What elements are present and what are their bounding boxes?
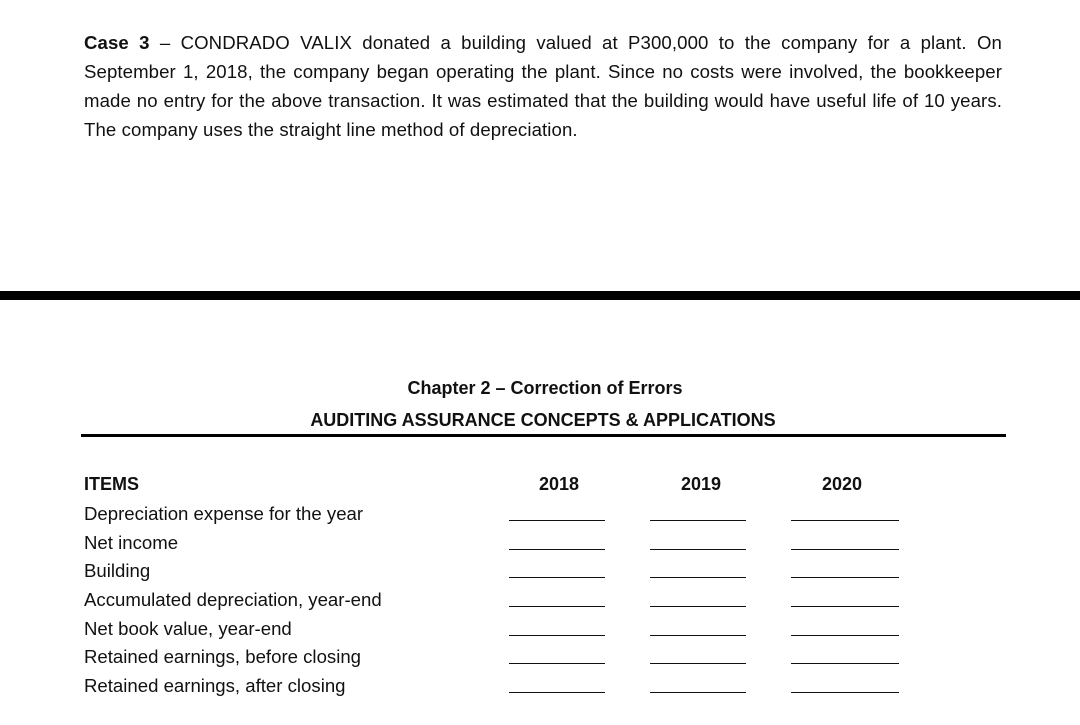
answer-blank[interactable]	[509, 635, 605, 636]
answer-blank[interactable]	[650, 520, 746, 521]
row-label: Depreciation expense for the year	[84, 503, 364, 524]
row-label: Retained earnings, before closing	[84, 646, 362, 668]
table-row	[84, 615, 984, 644]
answer-blank[interactable]	[650, 549, 746, 550]
case-label: Case 3	[84, 32, 150, 53]
answer-blank[interactable]	[509, 606, 605, 607]
table-header-row	[84, 470, 984, 500]
answer-blank[interactable]	[791, 606, 899, 607]
row-label: Retained earnings, after closing	[84, 675, 346, 697]
table-row	[84, 643, 984, 672]
answer-blank[interactable]	[791, 520, 899, 521]
table-row	[84, 500, 984, 529]
answer-blank[interactable]	[650, 577, 746, 578]
chapter-title: Chapter 2 – Correction of Errors	[407, 378, 683, 398]
year-header-2020: 2020	[821, 474, 863, 494]
answer-blank[interactable]	[650, 663, 746, 664]
header-rule	[81, 434, 1006, 437]
answer-blank[interactable]	[650, 692, 746, 693]
answer-blank[interactable]	[791, 692, 899, 693]
answer-blank[interactable]	[650, 635, 746, 636]
row-label: Building	[84, 560, 151, 582]
table-row	[84, 557, 984, 586]
answer-blank[interactable]	[791, 577, 899, 578]
answer-blank[interactable]	[650, 606, 746, 607]
row-label: Accumulated depreciation, year-end	[84, 589, 382, 611]
row-label: Net income	[84, 531, 179, 553]
table-row	[84, 672, 984, 701]
table-row	[84, 529, 984, 558]
answer-blank[interactable]	[509, 663, 605, 664]
course-title: AUDITING ASSURANCE CONCEPTS & APPLICATIONS	[310, 410, 776, 430]
year-header-2018: 2018	[538, 474, 580, 494]
table-row	[84, 586, 984, 615]
answer-blank[interactable]	[509, 692, 605, 693]
page-divider	[0, 291, 1080, 300]
items-header: ITEMS	[84, 474, 140, 494]
row-label: Net book value, year-end	[84, 617, 292, 639]
answer-blank[interactable]	[791, 663, 899, 664]
answer-blank[interactable]	[791, 635, 899, 636]
case-paragraph	[84, 28, 1002, 144]
answer-blank[interactable]	[509, 549, 605, 550]
answer-blank[interactable]	[509, 520, 605, 521]
case-text: – CONDRADO VALIX donated a building valued at P300,000 to the company for a plant. On September 1, 2018, the company began operating the plant. Since no costs were involved, the bookkeeper made no entry for the above transaction. It was estimated that the building would have useful life of 10 years. The company uses the straight line method of depreciation.	[84, 32, 1002, 140]
year-header-2019: 2019	[680, 474, 722, 494]
items-table	[84, 470, 984, 701]
answer-blank[interactable]	[509, 577, 605, 578]
answer-blank[interactable]	[791, 549, 899, 550]
